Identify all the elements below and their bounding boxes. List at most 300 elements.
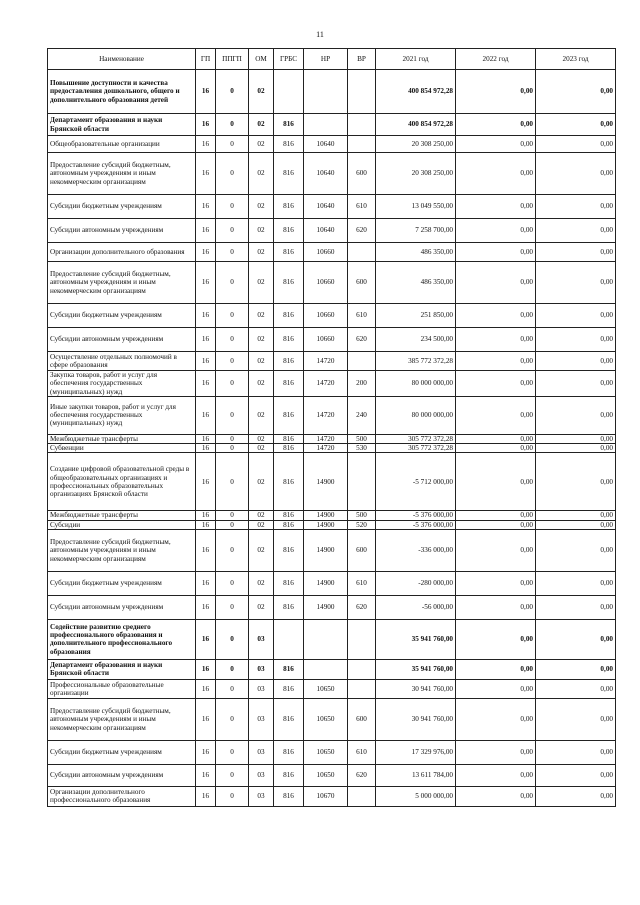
cell-grbs: 816 <box>274 114 304 136</box>
cell-ppgp: 0 <box>216 352 249 371</box>
cell-vr: 600 <box>348 262 376 304</box>
cell-2022: 0,00 <box>456 195 536 219</box>
cell-ppgp: 0 <box>216 195 249 219</box>
cell-name: Предоставление субсидий бюджетным, автономным учреждениям и иным некоммерческим организациям <box>48 529 196 571</box>
cell-gp: 16 <box>196 764 216 786</box>
cell-name: Иные закупки товаров, работ и услуг для обеспечения государственных (муниципальных) нужд <box>48 396 196 434</box>
cell-vr: 610 <box>348 304 376 328</box>
cell-name: Департамент образования и науки Брянской области <box>48 659 196 679</box>
header-2022: 2022 год <box>456 49 536 70</box>
cell-gp: 16 <box>196 396 216 434</box>
cell-ppgp: 0 <box>216 434 249 443</box>
cell-vr <box>348 114 376 136</box>
cell-ppgp: 0 <box>216 595 249 619</box>
cell-2023: 0,00 <box>536 659 616 679</box>
cell-ppgp: 0 <box>216 619 249 659</box>
cell-ppgp: 0 <box>216 304 249 328</box>
cell-vr <box>348 679 376 698</box>
cell-2022: 0,00 <box>456 219 536 243</box>
cell-vr: 600 <box>348 153 376 195</box>
cell-ppgp: 0 <box>216 328 249 352</box>
cell-grbs: 816 <box>274 595 304 619</box>
cell-vr: 610 <box>348 195 376 219</box>
cell-2021: 305 772 372,28 <box>376 434 456 443</box>
cell-2023: 0,00 <box>536 153 616 195</box>
table-body <box>48 70 616 807</box>
cell-grbs: 816 <box>274 764 304 786</box>
table-row <box>48 740 616 764</box>
cell-np: 14900 <box>304 595 348 619</box>
cell-gp: 16 <box>196 136 216 153</box>
cell-ppgp: 0 <box>216 453 249 511</box>
cell-2023: 0,00 <box>536 195 616 219</box>
table-row <box>48 195 616 219</box>
cell-gp: 16 <box>196 619 216 659</box>
cell-np: 10660 <box>304 262 348 304</box>
cell-om: 02 <box>249 396 274 434</box>
cell-vr: 600 <box>348 529 376 571</box>
cell-name: Субсидии бюджетным учреждениям <box>48 304 196 328</box>
cell-2023: 0,00 <box>536 444 616 453</box>
cell-gp: 16 <box>196 529 216 571</box>
cell-gp: 16 <box>196 571 216 595</box>
cell-grbs: 816 <box>274 571 304 595</box>
cell-np: 10660 <box>304 304 348 328</box>
cell-2023: 0,00 <box>536 520 616 529</box>
table-row <box>48 698 616 740</box>
cell-grbs: 816 <box>274 352 304 371</box>
cell-grbs: 816 <box>274 304 304 328</box>
header-ppgp: ППГП <box>216 49 249 70</box>
table-row <box>48 371 616 397</box>
cell-vr <box>348 70 376 114</box>
cell-ppgp: 0 <box>216 659 249 679</box>
cell-np: 10650 <box>304 740 348 764</box>
cell-2022: 0,00 <box>456 396 536 434</box>
cell-2021: -5 712 000,00 <box>376 453 456 511</box>
cell-gp: 16 <box>196 219 216 243</box>
header-np: НР <box>304 49 348 70</box>
cell-2022: 0,00 <box>456 740 536 764</box>
cell-2021: 80 000 000,00 <box>376 371 456 397</box>
cell-grbs: 816 <box>274 679 304 698</box>
cell-om: 02 <box>249 453 274 511</box>
cell-2021: 13 049 550,00 <box>376 195 456 219</box>
header-gp: ГП <box>196 49 216 70</box>
table-row <box>48 595 616 619</box>
cell-ppgp: 0 <box>216 698 249 740</box>
header-2021: 2021 год <box>376 49 456 70</box>
cell-ppgp: 0 <box>216 114 249 136</box>
cell-ppgp: 0 <box>216 786 249 806</box>
cell-gp: 16 <box>196 114 216 136</box>
cell-np: 14900 <box>304 511 348 520</box>
cell-2021: 5 000 000,00 <box>376 786 456 806</box>
cell-name: Организации дополнительного профессионального образования <box>48 786 196 806</box>
cell-om: 03 <box>249 786 274 806</box>
cell-2023: 0,00 <box>536 595 616 619</box>
cell-ppgp: 0 <box>216 764 249 786</box>
cell-2022: 0,00 <box>456 511 536 520</box>
cell-vr: 500 <box>348 511 376 520</box>
cell-2021: -56 000,00 <box>376 595 456 619</box>
cell-gp: 16 <box>196 786 216 806</box>
cell-2023: 0,00 <box>536 619 616 659</box>
cell-ppgp: 0 <box>216 70 249 114</box>
cell-name: Организации дополнительного образования <box>48 243 196 262</box>
cell-vr <box>348 243 376 262</box>
cell-grbs: 816 <box>274 659 304 679</box>
cell-ppgp: 0 <box>216 396 249 434</box>
cell-vr <box>348 619 376 659</box>
cell-om: 02 <box>249 328 274 352</box>
cell-name: Осуществление отдельных полномочий в сфере образования <box>48 352 196 371</box>
table-row <box>48 70 616 114</box>
cell-vr: 600 <box>348 698 376 740</box>
cell-np: 14900 <box>304 453 348 511</box>
cell-2022: 0,00 <box>456 571 536 595</box>
cell-om: 02 <box>249 243 274 262</box>
cell-2023: 0,00 <box>536 114 616 136</box>
cell-2021: -280 000,00 <box>376 571 456 595</box>
cell-gp: 16 <box>196 453 216 511</box>
cell-name: Предоставление субсидий бюджетным, автономным учреждениям и иным некоммерческим организациям <box>48 153 196 195</box>
cell-om: 02 <box>249 262 274 304</box>
cell-ppgp: 0 <box>216 219 249 243</box>
cell-name: Межбюджетные трансферты <box>48 511 196 520</box>
header-2023: 2023 год <box>536 49 616 70</box>
header-om: ОМ <box>249 49 274 70</box>
cell-grbs: 816 <box>274 529 304 571</box>
cell-np: 14900 <box>304 571 348 595</box>
cell-om: 02 <box>249 153 274 195</box>
header-vr: ВР <box>348 49 376 70</box>
cell-name: Предоставление субсидий бюджетным, автономным учреждениям и иным некоммерческим организациям <box>48 698 196 740</box>
cell-np <box>304 114 348 136</box>
cell-grbs: 816 <box>274 434 304 443</box>
cell-gp: 16 <box>196 434 216 443</box>
cell-gp: 16 <box>196 70 216 114</box>
table-row <box>48 511 616 520</box>
cell-name: Субсидии автономным учреждениям <box>48 764 196 786</box>
cell-vr: 500 <box>348 434 376 443</box>
cell-2022: 0,00 <box>456 153 536 195</box>
cell-grbs: 816 <box>274 262 304 304</box>
cell-2022: 0,00 <box>456 595 536 619</box>
cell-name: Субсидии автономным учреждениям <box>48 595 196 619</box>
cell-2021: 305 772 372,28 <box>376 444 456 453</box>
cell-np: 14720 <box>304 371 348 397</box>
cell-np: 10640 <box>304 195 348 219</box>
table-row <box>48 764 616 786</box>
cell-vr: 620 <box>348 219 376 243</box>
cell-gp: 16 <box>196 352 216 371</box>
cell-np <box>304 619 348 659</box>
cell-2023: 0,00 <box>536 511 616 520</box>
cell-2023: 0,00 <box>536 571 616 595</box>
cell-2022: 0,00 <box>456 764 536 786</box>
table-row <box>48 219 616 243</box>
cell-om: 03 <box>249 740 274 764</box>
cell-ppgp: 0 <box>216 136 249 153</box>
cell-2022: 0,00 <box>456 698 536 740</box>
cell-2021: 234 500,00 <box>376 328 456 352</box>
cell-om: 02 <box>249 371 274 397</box>
cell-name: Департамент образования и науки Брянской области <box>48 114 196 136</box>
cell-vr <box>348 453 376 511</box>
cell-name: Межбюджетные трансферты <box>48 434 196 443</box>
cell-gp: 16 <box>196 444 216 453</box>
cell-2023: 0,00 <box>536 136 616 153</box>
cell-vr: 200 <box>348 371 376 397</box>
cell-name: Общеобразовательные организации <box>48 136 196 153</box>
cell-2023: 0,00 <box>536 396 616 434</box>
cell-ppgp: 0 <box>216 243 249 262</box>
cell-2022: 0,00 <box>456 786 536 806</box>
cell-np: 14720 <box>304 352 348 371</box>
cell-gp: 16 <box>196 679 216 698</box>
cell-vr: 620 <box>348 595 376 619</box>
cell-np: 10670 <box>304 786 348 806</box>
table-row <box>48 262 616 304</box>
cell-ppgp: 0 <box>216 262 249 304</box>
cell-om: 03 <box>249 619 274 659</box>
cell-2021: 13 611 784,00 <box>376 764 456 786</box>
cell-grbs: 816 <box>274 243 304 262</box>
cell-ppgp: 0 <box>216 153 249 195</box>
table-row <box>48 619 616 659</box>
page-number: 11 <box>316 30 324 39</box>
cell-om: 02 <box>249 114 274 136</box>
cell-ppgp: 0 <box>216 740 249 764</box>
cell-2023: 0,00 <box>536 219 616 243</box>
cell-2022: 0,00 <box>456 262 536 304</box>
cell-grbs: 816 <box>274 698 304 740</box>
table-row <box>48 153 616 195</box>
cell-2023: 0,00 <box>536 764 616 786</box>
cell-ppgp: 0 <box>216 529 249 571</box>
cell-np: 14720 <box>304 434 348 443</box>
cell-name: Создание цифровой образовательной среды в общеобразовательных организациях и профессиональных образовательных организациях Брянской области <box>48 453 196 511</box>
cell-2021: 80 000 000,00 <box>376 396 456 434</box>
cell-2023: 0,00 <box>536 529 616 571</box>
cell-2023: 0,00 <box>536 698 616 740</box>
table-row <box>48 571 616 595</box>
cell-ppgp: 0 <box>216 520 249 529</box>
cell-2021: 486 350,00 <box>376 243 456 262</box>
cell-om: 02 <box>249 304 274 328</box>
cell-2021: 30 941 760,00 <box>376 698 456 740</box>
table-header-row <box>48 49 616 70</box>
cell-2022: 0,00 <box>456 304 536 328</box>
cell-name: Субвенции <box>48 444 196 453</box>
cell-2023: 0,00 <box>536 786 616 806</box>
cell-gp: 16 <box>196 262 216 304</box>
cell-om: 02 <box>249 70 274 114</box>
cell-2023: 0,00 <box>536 740 616 764</box>
cell-om: 02 <box>249 444 274 453</box>
cell-2023: 0,00 <box>536 304 616 328</box>
cell-np: 14720 <box>304 444 348 453</box>
table-row <box>48 243 616 262</box>
cell-2021: 7 258 700,00 <box>376 219 456 243</box>
cell-np: 14720 <box>304 396 348 434</box>
cell-2021: 400 854 972,28 <box>376 114 456 136</box>
cell-np: 10650 <box>304 764 348 786</box>
cell-2022: 0,00 <box>456 371 536 397</box>
cell-name: Субсидии автономным учреждениям <box>48 219 196 243</box>
cell-om: 03 <box>249 764 274 786</box>
table-row <box>48 444 616 453</box>
cell-2022: 0,00 <box>456 453 536 511</box>
cell-grbs <box>274 619 304 659</box>
cell-name: Субсидии бюджетным учреждениям <box>48 571 196 595</box>
cell-gp: 16 <box>196 328 216 352</box>
cell-vr: 610 <box>348 740 376 764</box>
cell-np: 10650 <box>304 698 348 740</box>
cell-2023: 0,00 <box>536 371 616 397</box>
cell-name: Субсидии бюджетным учреждениям <box>48 195 196 219</box>
table-row <box>48 529 616 571</box>
cell-vr <box>348 352 376 371</box>
cell-gp: 16 <box>196 520 216 529</box>
cell-grbs: 816 <box>274 453 304 511</box>
cell-2021: 30 941 760,00 <box>376 679 456 698</box>
cell-2021: 486 350,00 <box>376 262 456 304</box>
cell-grbs: 816 <box>274 786 304 806</box>
cell-gp: 16 <box>196 371 216 397</box>
cell-grbs: 816 <box>274 740 304 764</box>
cell-2021: 35 941 760,00 <box>376 659 456 679</box>
cell-om: 03 <box>249 679 274 698</box>
cell-2022: 0,00 <box>456 529 536 571</box>
cell-name: Субсидии <box>48 520 196 529</box>
table-row <box>48 396 616 434</box>
cell-ppgp: 0 <box>216 371 249 397</box>
cell-2021: 20 308 250,00 <box>376 153 456 195</box>
cell-2022: 0,00 <box>456 114 536 136</box>
cell-vr <box>348 659 376 679</box>
header-name: Наименование <box>48 49 196 70</box>
cell-grbs: 816 <box>274 195 304 219</box>
cell-om: 02 <box>249 434 274 443</box>
cell-np: 10640 <box>304 153 348 195</box>
cell-om: 02 <box>249 352 274 371</box>
table-row <box>48 304 616 328</box>
cell-name: Субсидии бюджетным учреждениям <box>48 740 196 764</box>
cell-2021: -336 000,00 <box>376 529 456 571</box>
cell-ppgp: 0 <box>216 444 249 453</box>
cell-gp: 16 <box>196 659 216 679</box>
table-row <box>48 136 616 153</box>
table-row <box>48 328 616 352</box>
cell-gp: 16 <box>196 698 216 740</box>
cell-2021: 385 772 372,28 <box>376 352 456 371</box>
cell-name: Субсидии автономным учреждениям <box>48 328 196 352</box>
cell-om: 03 <box>249 659 274 679</box>
budget-table <box>47 48 616 807</box>
cell-om: 02 <box>249 595 274 619</box>
cell-gp: 16 <box>196 511 216 520</box>
cell-2021: 35 941 760,00 <box>376 619 456 659</box>
cell-om: 02 <box>249 195 274 219</box>
table-row <box>48 520 616 529</box>
cell-2022: 0,00 <box>456 679 536 698</box>
cell-np <box>304 70 348 114</box>
cell-2023: 0,00 <box>536 434 616 443</box>
cell-grbs: 816 <box>274 136 304 153</box>
cell-om: 03 <box>249 698 274 740</box>
cell-gp: 16 <box>196 243 216 262</box>
cell-2022: 0,00 <box>456 619 536 659</box>
cell-2022: 0,00 <box>456 136 536 153</box>
cell-om: 02 <box>249 511 274 520</box>
cell-2022: 0,00 <box>456 352 536 371</box>
cell-vr: 530 <box>348 444 376 453</box>
cell-gp: 16 <box>196 740 216 764</box>
cell-vr: 610 <box>348 571 376 595</box>
cell-grbs: 816 <box>274 219 304 243</box>
table-row <box>48 679 616 698</box>
cell-gp: 16 <box>196 195 216 219</box>
cell-2021: 400 854 972,28 <box>376 70 456 114</box>
cell-np: 10640 <box>304 136 348 153</box>
cell-vr: 240 <box>348 396 376 434</box>
cell-grbs <box>274 70 304 114</box>
cell-2022: 0,00 <box>456 659 536 679</box>
cell-ppgp: 0 <box>216 511 249 520</box>
cell-2021: 17 329 976,00 <box>376 740 456 764</box>
cell-2023: 0,00 <box>536 679 616 698</box>
cell-gp: 16 <box>196 304 216 328</box>
cell-vr: 620 <box>348 764 376 786</box>
cell-ppgp: 0 <box>216 679 249 698</box>
cell-vr: 520 <box>348 520 376 529</box>
cell-np: 10650 <box>304 679 348 698</box>
table-row <box>48 352 616 371</box>
cell-2022: 0,00 <box>456 434 536 443</box>
cell-np: 10660 <box>304 243 348 262</box>
cell-2023: 0,00 <box>536 328 616 352</box>
cell-vr <box>348 786 376 806</box>
cell-2022: 0,00 <box>456 70 536 114</box>
cell-np <box>304 659 348 679</box>
cell-2022: 0,00 <box>456 243 536 262</box>
cell-name: Закупка товаров, работ и услуг для обеспечения государственных (муниципальных) нужд <box>48 371 196 397</box>
table-row <box>48 114 616 136</box>
header-grbs: ГРБС <box>274 49 304 70</box>
cell-name: Содействие развитию среднего профессионального образования и дополнительного профессионального образования <box>48 619 196 659</box>
cell-2023: 0,00 <box>536 453 616 511</box>
cell-vr: 620 <box>348 328 376 352</box>
cell-grbs: 816 <box>274 153 304 195</box>
cell-grbs: 816 <box>274 328 304 352</box>
cell-2022: 0,00 <box>456 520 536 529</box>
cell-gp: 16 <box>196 595 216 619</box>
cell-2021: 251 850,00 <box>376 304 456 328</box>
cell-gp: 16 <box>196 153 216 195</box>
cell-2023: 0,00 <box>536 243 616 262</box>
cell-vr <box>348 136 376 153</box>
cell-om: 02 <box>249 219 274 243</box>
table-row <box>48 786 616 806</box>
cell-om: 02 <box>249 520 274 529</box>
cell-name: Профессиональные образовательные организации <box>48 679 196 698</box>
cell-om: 02 <box>249 571 274 595</box>
cell-2023: 0,00 <box>536 262 616 304</box>
cell-2023: 0,00 <box>536 70 616 114</box>
cell-np: 14900 <box>304 520 348 529</box>
